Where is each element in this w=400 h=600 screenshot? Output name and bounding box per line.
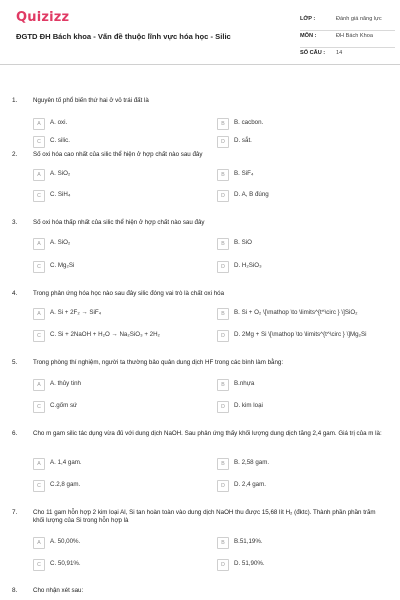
option-letter-box: D — [217, 190, 229, 202]
option-text: A. 1,4 gam. — [50, 459, 82, 466]
option-letter-box: D — [217, 330, 229, 342]
option-letter-box: C — [33, 401, 45, 413]
option-letter-box: C — [33, 559, 45, 571]
option-text: C.2,8 gam. — [50, 481, 81, 488]
meta-row-subject — [300, 31, 395, 48]
option-letter-box: D — [217, 261, 229, 273]
quizizz-logo: Quizizz — [16, 10, 70, 25]
question-text: Cho 11 gam hỗn hợp 2 kim loại Al, Si tan hoàn toàn vào dung dịch NaOH thu được 15,68 lít H₂ (đktc). Thành phần phần trăm khối lượng của Si trong hỗn hợp là — [33, 509, 376, 525]
meta-row-class — [300, 14, 395, 31]
option-text: B. SiO — [234, 239, 252, 246]
question-text: Số oxi hóa cao nhất của silic thể hiện ở hợp chất nào sau đây — [33, 151, 203, 158]
option-text: A. thủy tinh — [50, 380, 81, 387]
question-text: Trong phản ứng hóa học nào sau đây silic đóng vai trò là chất oxi hóa — [33, 290, 225, 297]
option-letter-box: A — [33, 308, 45, 320]
option-text: B. Si + O₂ \[\mathop \to \limits^{t^\circ } \]SiO₂ — [234, 309, 358, 316]
option-letter-box: B — [217, 537, 229, 549]
option-text: C. SiH₄ — [50, 191, 71, 198]
option-letter-box: C — [33, 261, 45, 273]
option-letter-box: D — [217, 480, 229, 492]
meta-value: Đánh giá năng lực — [336, 16, 382, 22]
option-letter-box: D — [217, 559, 229, 571]
option-text: A. SiO₂ — [50, 170, 71, 177]
option-text: D. A, B đúng — [234, 191, 269, 198]
option-letter-box: B — [217, 118, 229, 130]
meta-row-count — [300, 48, 395, 65]
meta-label: SỐ CÂU : — [300, 50, 326, 56]
option-text: D. H₂SiO₃ — [234, 262, 262, 269]
option-letter-box: B — [217, 169, 229, 181]
question-number: 5. — [12, 359, 18, 366]
question-number: 7. — [12, 509, 18, 516]
option-text: D. 51,90%. — [234, 560, 265, 567]
option-text: A. 50,00%. — [50, 538, 81, 545]
option-letter-box: B — [217, 308, 229, 320]
worksheet-title: ĐGTD ĐH Bách khoa - Vấn đề thuộc lĩnh vực hóa học - Silic — [16, 32, 231, 41]
option-letter-box: C — [33, 480, 45, 492]
option-letter-box: A — [33, 238, 45, 250]
question-text: Nguyên tố phổ biến thứ hai ở vỏ trái đất là — [33, 97, 149, 104]
meta-label: MÔN : — [300, 33, 317, 39]
option-text: B. 2,58 gam. — [234, 459, 270, 466]
option-text: B. cacbon. — [234, 119, 264, 126]
worksheet-header — [0, 0, 400, 64]
worksheet-meta — [300, 14, 395, 65]
option-letter-box: D — [217, 401, 229, 413]
question-number: 4. — [12, 290, 18, 297]
option-letter-box: C — [33, 330, 45, 342]
option-letter-box: A — [33, 458, 45, 470]
meta-value: 14 — [336, 50, 343, 56]
option-text: A. SiO₂ — [50, 239, 71, 246]
option-text: C. Si + 2NaOH + H₂O → Na₂SiO₃ + 2H₂ — [50, 331, 160, 338]
option-letter-box: A — [33, 379, 45, 391]
option-letter-box: A — [33, 537, 45, 549]
option-text: B. SiF₄ — [234, 170, 254, 177]
question-number: 8. — [12, 587, 18, 594]
option-text: C. 50,91%. — [50, 560, 81, 567]
option-text: A. Si + 2F₂ → SiF₄ — [50, 309, 102, 316]
option-letter-box: B — [217, 458, 229, 470]
question-text: Số oxi hóa thấp nhất của silic thể hiện ở hợp chất nào sau đây — [33, 219, 205, 226]
option-text: D. kim loại — [234, 402, 263, 409]
option-text: C. silic. — [50, 137, 70, 144]
question-number: 6. — [12, 430, 18, 437]
meta-label: LỚP : — [300, 16, 316, 22]
option-text: C. Mg₂Si — [50, 262, 75, 269]
option-letter-box: A — [33, 118, 45, 130]
question-text: Trong phòng thí nghiệm, người ta thường bảo quản dung dịch HF trong các bình làm bằng: — [33, 359, 284, 366]
option-letter-box: A — [33, 169, 45, 181]
option-letter-box: B — [217, 379, 229, 391]
question-number: 1. — [12, 97, 18, 104]
option-text: B.51,19%. — [234, 538, 263, 545]
header-divider — [0, 64, 400, 65]
question-text: Cho m gam silic tác dụng vừa đủ với dung dịch NaOH. Sau phản ứng thấy khối lượng dung dịch tăng 2,4 gam. Giá trị của m là: — [33, 430, 382, 437]
option-letter-box: C — [33, 190, 45, 202]
option-text: A. oxi. — [50, 119, 68, 126]
option-letter-box: D — [217, 136, 229, 148]
option-letter-box: B — [217, 238, 229, 250]
question-number: 2. — [12, 151, 18, 158]
option-text: B.nhựa — [234, 380, 255, 387]
question-text: Cho nhận xét sau: — [33, 587, 84, 594]
option-text: C.gốm sứ — [50, 402, 78, 409]
option-text: D. 2Mg + Si \[\mathop \to \limits^{t^\circ } \]Mg₂Si — [234, 331, 367, 338]
option-text: D. 2,4 gam. — [234, 481, 266, 488]
meta-value: ĐH Bách Khoa — [336, 33, 374, 39]
option-text: D. sắt. — [234, 137, 252, 144]
question-number: 3. — [12, 219, 18, 226]
option-letter-box: C — [33, 136, 45, 148]
